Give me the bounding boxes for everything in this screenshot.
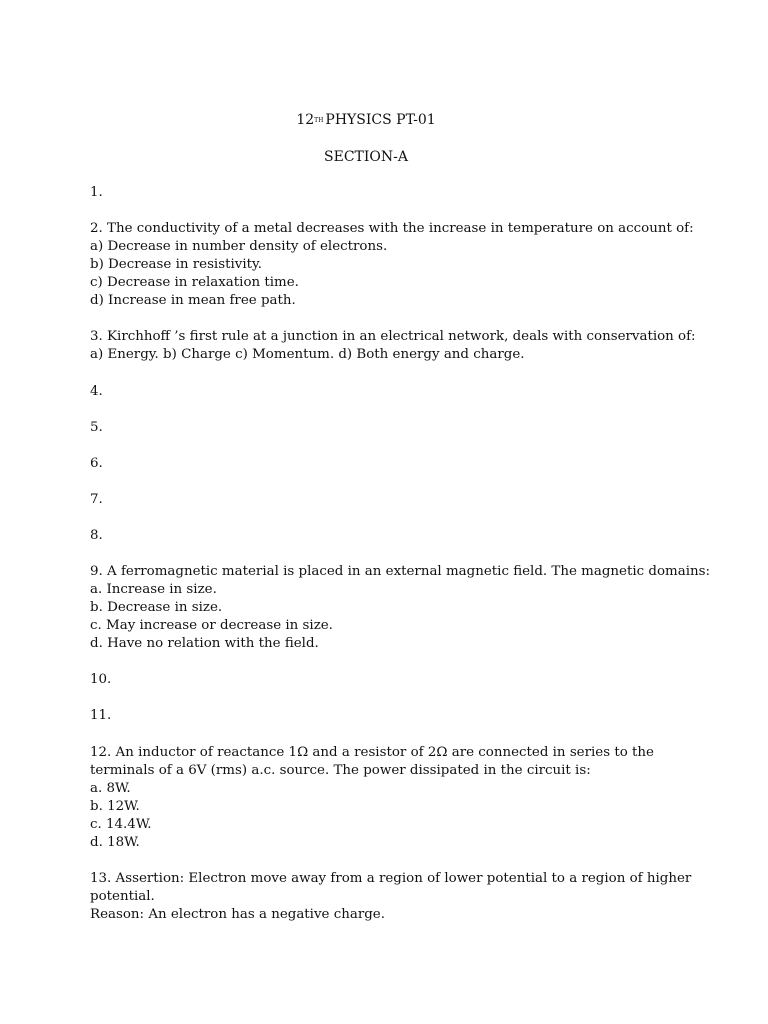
question-13-reason: Reason: An electron has a negative charge. (90, 907, 385, 922)
question-9-option-b: b. Decrease in size. (90, 600, 223, 615)
question-12-stem-line-2: terminals of a 6V (rms) a.c. source. The power dissipated in the circuit is: (90, 763, 591, 778)
question-9-option-d: d. Have no relation with the field. (90, 636, 319, 651)
question-9-stem: 9. A ferromagnetic material is placed in an external magnetic field. The magnetic domains: (90, 564, 710, 579)
question-6: 6. (90, 456, 103, 471)
question-12-stem-line-1: 12. An inductor of reactance 1Ω and a resistor of 2Ω are connected in series to the (90, 745, 654, 760)
question-2-option-d: d) Increase in mean free path. (90, 293, 296, 308)
question-13-assertion-line-2: potential. (90, 889, 155, 904)
question-13-assertion-line-1: 13. Assertion: Electron move away from a region of lower potential to a region of higher (90, 871, 692, 886)
question-10: 10. (90, 672, 112, 687)
question-7: 7. (90, 492, 103, 507)
question-12-option-b: b. 12W. (90, 799, 140, 814)
title-text: PHYSICS PT-01 (325, 112, 436, 128)
question-3-stem: 3. Kirchhoff ’s first rule at a junction in an electrical network, deals with conservation of: (90, 329, 696, 344)
question-12-option-a: a. 8W. (90, 781, 131, 796)
question-12-option-c: c. 14.4W. (90, 817, 152, 832)
title-superscript: TH (314, 117, 324, 124)
question-2-option-c: c) Decrease in relaxation time. (90, 275, 299, 290)
question-9-option-a: a. Increase in size. (90, 582, 217, 597)
question-1: 1. (90, 185, 103, 200)
question-11: 11. (90, 708, 112, 723)
question-5: 5. (90, 420, 103, 435)
title-number: 12 (296, 112, 315, 128)
question-12-option-d: d. 18W. (90, 835, 140, 850)
section-heading: SECTION-A (324, 149, 408, 165)
question-2-stem: 2. The conductivity of a metal decreases with the increase in temperature on account of: (90, 221, 694, 236)
question-9-option-c: c. May increase or decrease in size. (90, 618, 333, 633)
question-2-option-b: b) Decrease in resistivity. (90, 257, 263, 272)
question-4: 4. (90, 384, 103, 399)
document-title (0, 111, 732, 129)
question-3-options: a) Energy. b) Charge c) Momentum. d) Both energy and charge. (90, 347, 525, 362)
question-8: 8. (90, 528, 103, 543)
question-2-option-a: a) Decrease in number density of electrons. (90, 239, 388, 254)
